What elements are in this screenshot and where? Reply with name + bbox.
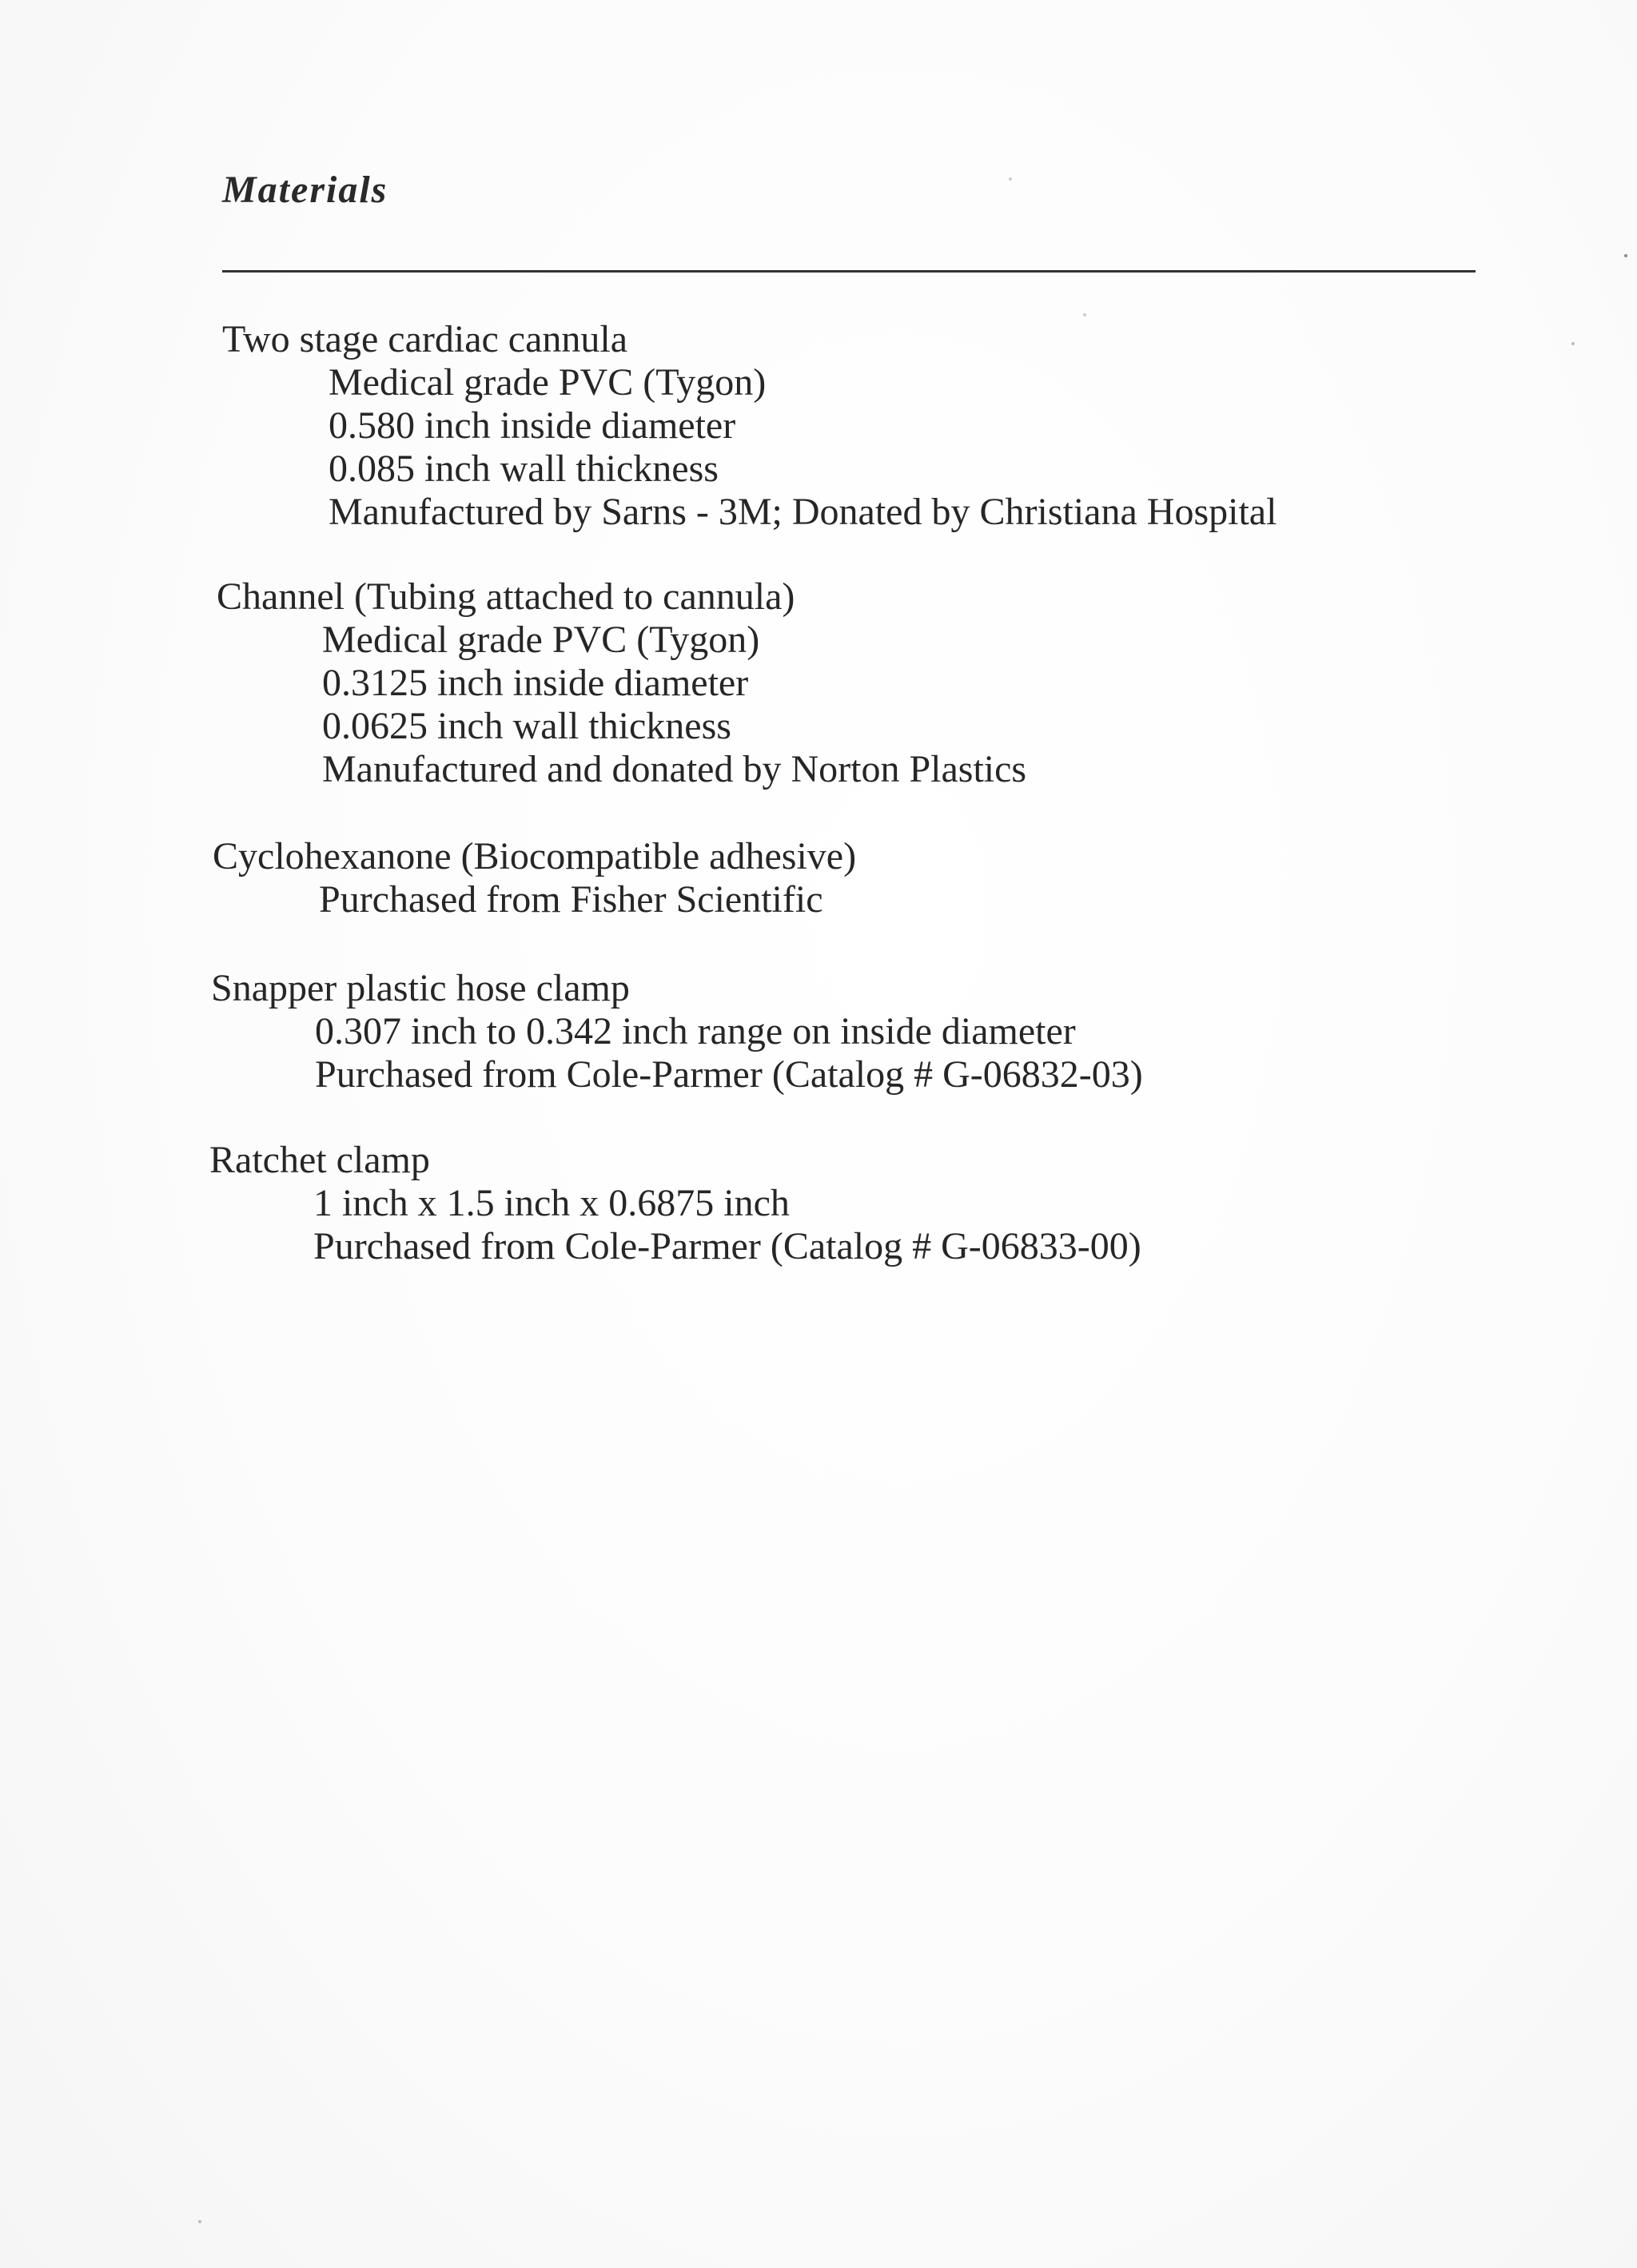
- material-detail: Purchased from Cole-Parmer (Catalog # G-06832-03): [315, 1053, 1143, 1096]
- material-entry-hose-clamp: [211, 967, 1143, 1096]
- material-title: Channel (Tubing attached to cannula): [217, 575, 795, 618]
- material-detail: 0.085 inch wall thickness: [329, 448, 719, 490]
- material-entry-channel: [217, 575, 1026, 791]
- material-detail: Purchased from Cole-Parmer (Catalog # G-06833-00): [313, 1225, 1141, 1267]
- material-detail: 0.3125 inch inside diameter: [322, 662, 749, 704]
- section-heading: Materials: [222, 169, 388, 211]
- material-detail: Purchased from Fisher Scientific: [319, 878, 823, 921]
- material-detail: 0.580 inch inside diameter: [329, 404, 736, 447]
- material-title: Two stage cardiac cannula: [222, 318, 628, 360]
- material-title: Cyclohexanone (Biocompatible adhesive): [213, 835, 857, 877]
- scan-speck: [1083, 313, 1086, 316]
- material-title: Ratchet clamp: [209, 1139, 430, 1181]
- heading-rule: [222, 270, 1476, 273]
- scan-speck: [1009, 177, 1012, 181]
- scan-speck: [1571, 342, 1575, 345]
- material-detail: Medical grade PVC (Tygon): [322, 619, 760, 661]
- scan-speck: [198, 2220, 201, 2223]
- material-detail: 1 inch x 1.5 inch x 0.6875 inch: [313, 1182, 790, 1224]
- material-detail: 0.0625 inch wall thickness: [322, 705, 731, 747]
- material-detail: 0.307 inch to 0.342 inch range on inside diameter: [315, 1010, 1076, 1052]
- material-detail: Medical grade PVC (Tygon): [329, 361, 767, 404]
- material-title: Snapper plastic hose clamp: [211, 967, 630, 1009]
- material-entry-cannula: [222, 318, 1277, 534]
- material-entry-adhesive: [213, 835, 856, 921]
- scan-speck: [1624, 254, 1627, 257]
- material-detail: Manufactured and donated by Norton Plastics: [322, 748, 1027, 790]
- material-detail: Manufactured by Sarns - 3M; Donated by Christiana Hospital: [329, 491, 1277, 533]
- material-entry-ratchet-clamp: [209, 1139, 1141, 1268]
